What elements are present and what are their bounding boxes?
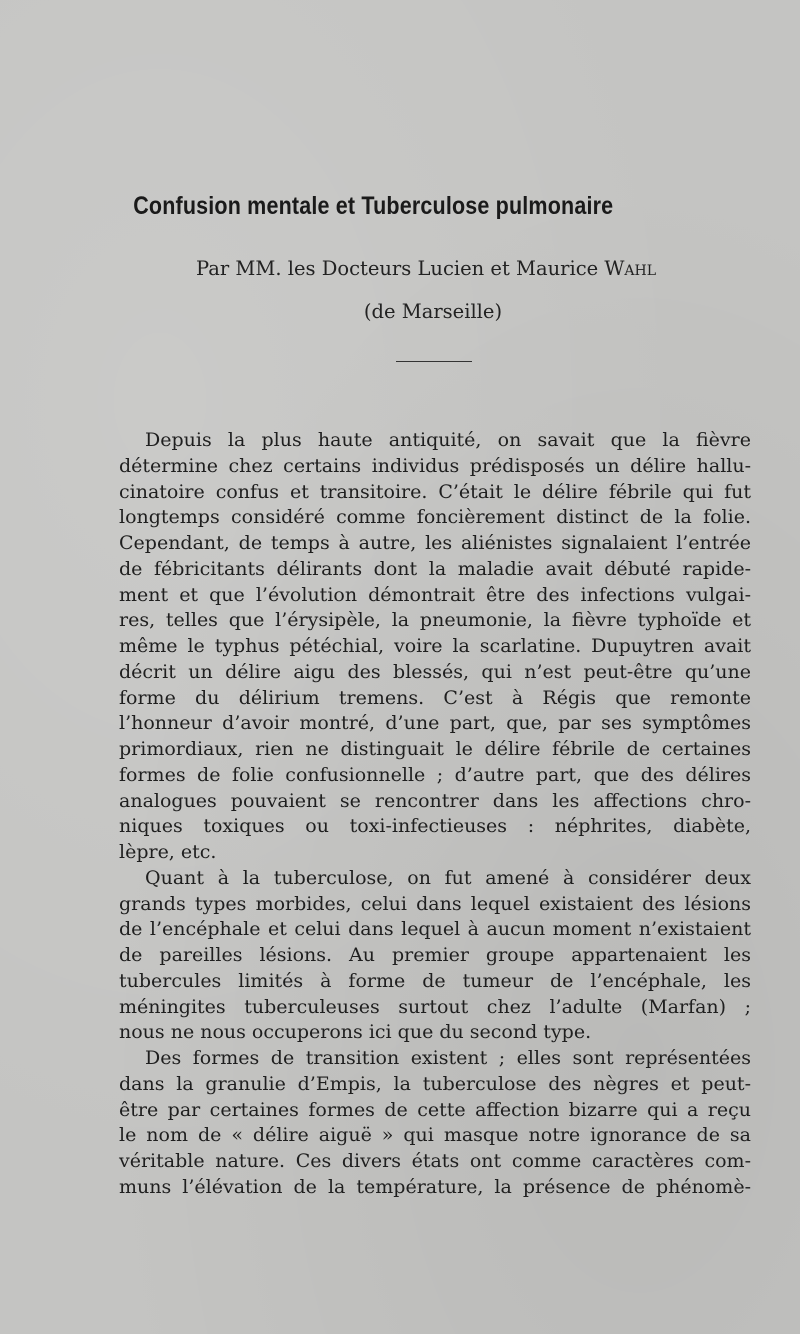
body-line: tubercules limités à forme de tumeur de l’encéphale, les: [119, 969, 751, 992]
body-line: même le typhus pétéchial, voire la scarlatine. Dupuytren avait: [119, 635, 751, 657]
body-line: dans la granulie d’Empis, la tuberculose des nègres et peut-: [119, 1072, 751, 1095]
body-line: grands types morbides, celui dans lequel existaient des lésions: [119, 892, 751, 915]
body-line: res, telles que l’érysipèle, la pneumonie, la fièvre typhoïde et: [119, 609, 751, 632]
body-line: Quant à la tuberculose, on fut amené à considérer deux: [145, 866, 751, 889]
article-authors: [196, 257, 656, 280]
body-line: le nom de « délire aiguë » qui masque notre ignorance de sa: [119, 1124, 751, 1147]
body-line: véritable nature. Ces divers états ont comme caractères com-: [119, 1150, 751, 1172]
body-line: cinatoire confus et transitoire. C’était le délire fébrile qui fut: [119, 480, 751, 503]
body-line: de l’encéphale et celui dans lequel à aucun moment n’existaient: [119, 918, 751, 941]
article-affiliation: (de Marseille): [363, 300, 503, 323]
body-line: méningites tuberculeuses surtout chez l’adulte (Marfan) ;: [119, 995, 751, 1018]
body-line: formes de folie confusionnelle ; d’autre part, que des délires: [119, 763, 751, 786]
body-line: détermine chez certains individus prédisposés un délire hallu-: [119, 454, 751, 477]
article-body: [119, 428, 751, 1201]
body-line: de pareilles lésions. Au premier groupe appartenaient les: [119, 944, 751, 966]
body-line: forme du délirium tremens. C’est à Régis que remonte: [119, 686, 751, 709]
body-line: lèpre, etc.: [119, 841, 217, 863]
body-line: de fébricitants délirants dont la maladie avait débuté rapide-: [119, 557, 751, 580]
body-line: muns l’élévation de la température, la présence de phénomè-: [119, 1175, 751, 1198]
body-line: nous ne nous occuperons ici que du second type.: [119, 1021, 592, 1044]
body-line: Cependant, de temps à autre, les aliénistes signalaient l’entrée: [119, 532, 751, 554]
body-line: niques toxiques ou toxi-infectieuses : néphrites, diabète,: [119, 815, 751, 838]
article-title: Confusion mentale et Tuberculose pulmonaire: [133, 192, 614, 220]
body-line: analogues pouvaient se rencontrer dans les affections chro-: [119, 789, 751, 812]
body-line: décrit un délire aigu des blessés, qui n’est peut-être qu’une: [119, 660, 751, 683]
authors-surname: Wahl: [604, 257, 657, 280]
body-line: primordiaux, rien ne distinguait le délire fébrile de certaines: [119, 738, 751, 760]
authors-prefix: Par MM. les Docteurs Lucien et Maurice: [196, 257, 605, 280]
body-line: Depuis la plus haute antiquité, on savait que la fièvre: [145, 429, 751, 451]
body-line: longtemps considéré comme foncièrement distinct de la folie.: [119, 506, 751, 529]
body-line: Des formes de transition existent ; elles sont représentées: [145, 1047, 751, 1069]
section-divider: [396, 361, 472, 362]
body-line: être par certaines formes de cette affection bizarre qui a reçu: [119, 1098, 751, 1121]
body-line: ment et que l’évolution démontrait être des infections vulgai-: [119, 583, 751, 606]
body-line: l’honneur d’avoir montré, d’une part, que, par ses symptômes: [119, 712, 751, 735]
